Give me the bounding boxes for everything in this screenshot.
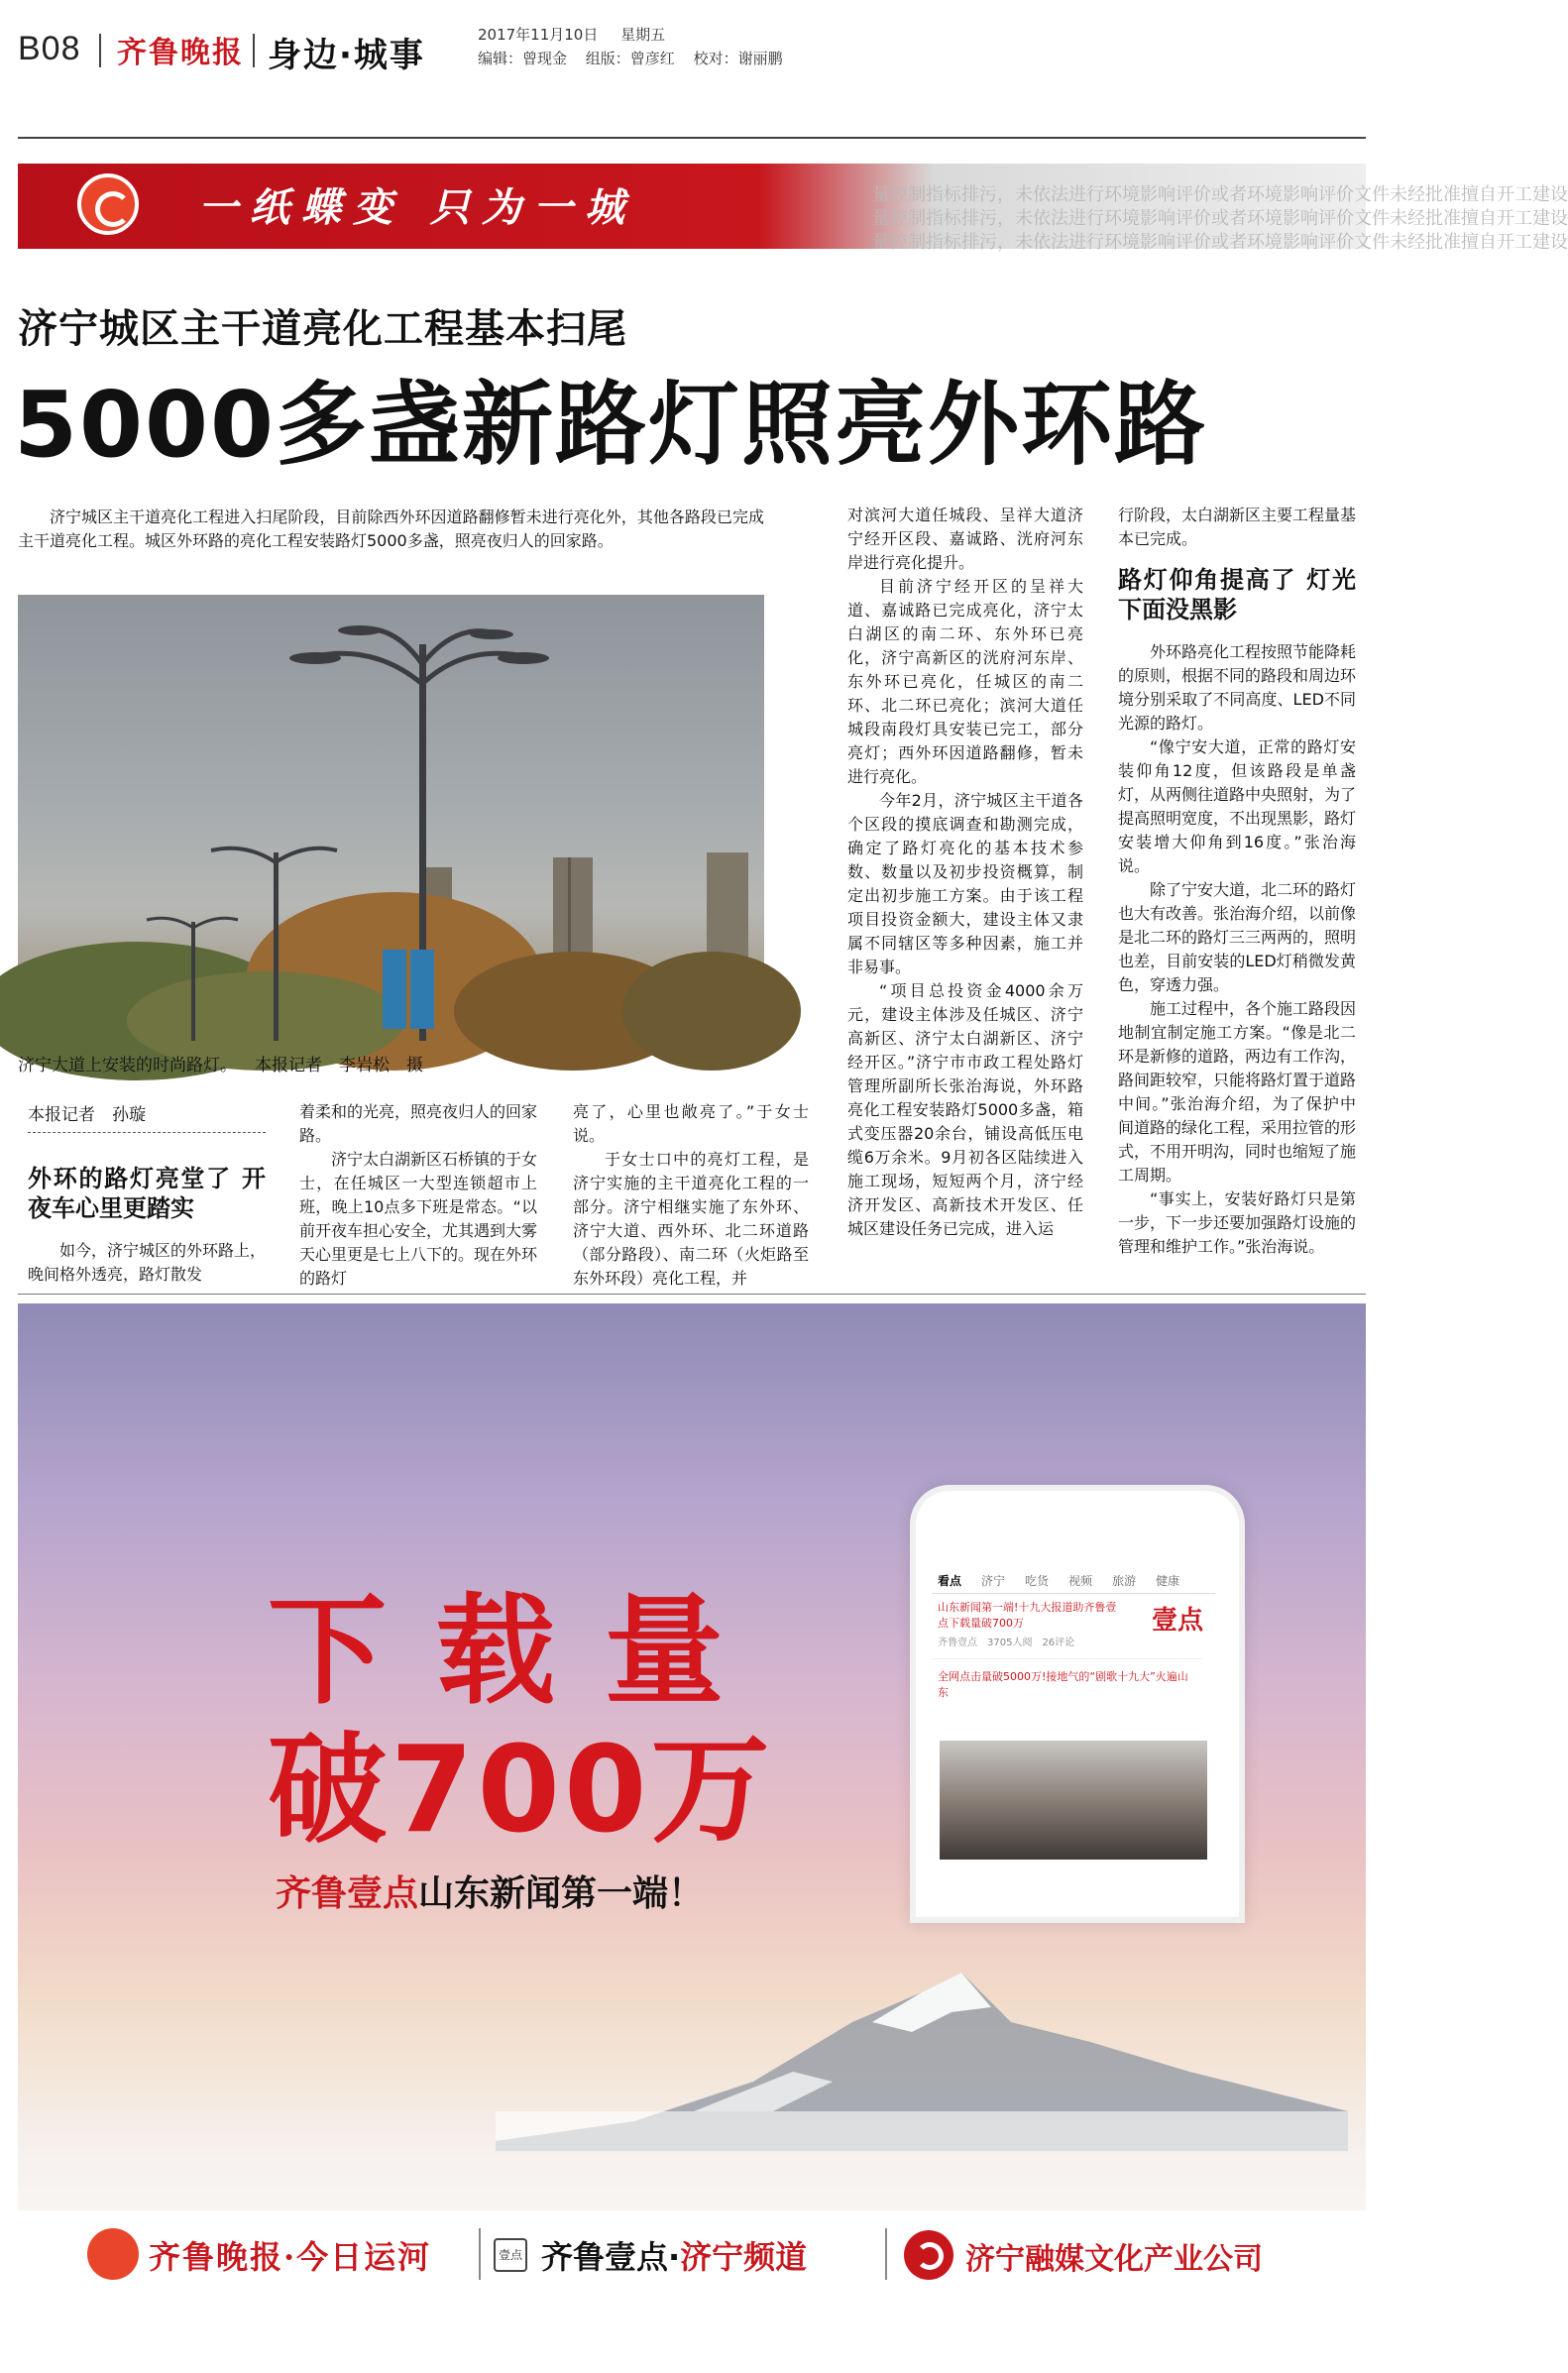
media-company-logo [904, 2230, 953, 2280]
footer-brand-2: 齐鲁壹点·济宁频道 [541, 2238, 808, 2276]
weekday: 星期五 [620, 26, 666, 44]
subhead: 外环的路灯亮堂了 开夜车心里更踏实 [28, 1165, 266, 1222]
banner-slogan: 一纸蝶变 只为一城 [198, 184, 636, 231]
banner-watermark: 量控制指标排污，未依法进行环境影响评价或者环境影响评价文件未经批准擅自开工建设 量控制指标排污，未依法进行环境影响评价或者环境影响评价文件未经批准擅自开工建设 量控制指标排污，未依法进行环境影响评价或者环境影响评价文件未经批准擅自开工建设 [872, 184, 1568, 253]
app-logo: 壹点 [1151, 1606, 1203, 1636]
header-rule [18, 137, 1366, 139]
ad-slogan: 齐鲁壹点山东新闻第一端！ [276, 1873, 705, 1914]
divider [99, 34, 101, 67]
photo-caption [18, 1051, 423, 1075]
app-brand: 齐鲁壹点 [276, 1873, 419, 1914]
photo-credit: 本报记者 李岩松 摄 [255, 1056, 423, 1075]
column-b: 着柔和的光亮，照亮夜归人的回家路。 济宁太白湖新区石桥镇的于女士，在任城区一大型连锁超市上班，晚上10点多下班是常态。“以前开夜车担心安全，尤其遇到大雾天心里更是七上八下的。现在外环的路灯 [299, 1102, 538, 1288]
date-line [478, 24, 683, 45]
brand-swirl-icon [87, 2228, 139, 2280]
divider [885, 2228, 887, 2280]
footer-brand-1: 齐鲁晚报·今日运河 [149, 2238, 432, 2276]
tab-health: 健康 [1156, 1574, 1180, 1588]
tab-chihuo: 吃货 [1025, 1574, 1050, 1588]
divider [479, 2228, 481, 2280]
column-a: 外环的路灯亮堂了 开夜车心里更踏实 如今，济宁城区的外环路上，晚间格外透亮，路灯散发 [28, 1165, 267, 1284]
tab-kandian: 看点 [938, 1574, 962, 1588]
editor: 编辑：曾现金 [478, 50, 568, 67]
editor-credits [478, 48, 797, 68]
news-item-meta: 齐鲁壹点 3705人阅 26评论 [938, 1638, 1075, 1648]
tab-jining: 济宁 [981, 1574, 1006, 1588]
lead-paragraph: 济宁城区主干道亮化工程进入扫尾阶段，目前除西外环因道路翻修暂未进行亮化外，其他各路段已完成主干道亮化工程。城区外环路的亮化工程安装路灯5000多盏，照亮夜归人的回家路。 [18, 508, 764, 550]
street-lamp-photo [18, 595, 764, 1041]
proofreader: 校对：谢丽鹏 [693, 50, 783, 67]
ad-headline-1: 下载量 [268, 1583, 773, 1721]
brand-swirl-icon [77, 173, 139, 235]
caption-text: 济宁大道上安装的时尚路灯。 [18, 1056, 237, 1075]
layout-editor: 组版：曾彦红 [585, 50, 675, 67]
news-item-title: 山东新闻第一端!十九大报道助齐鲁壹点下载量破700万 [938, 1601, 1117, 1630]
page-number: B08 [18, 30, 81, 67]
footer-brand-3: 济宁融媒文化产业公司 [965, 2242, 1263, 2277]
phone-screen [932, 1566, 1215, 1911]
divider [253, 34, 255, 67]
article-headline: 5000多盏新路灯照亮外环路 [14, 372, 1208, 478]
article-kicker: 济宁城区主干道亮化工程基本扫尾 [18, 306, 627, 352]
article-ad-divider [18, 1294, 1366, 1295]
date: 2017年11月10日 [478, 26, 599, 44]
column-e: 行阶段，太白湖新区主要工程量基本已完成。 路灯仰角提高了 灯光下面没黑影 外环路亮化工程按照节能降耗的原则，根据不同的路段和周边环境分别采取了不同高度、LED不同光源的路灯。 “像宁安大道，正常的路灯安装仰角12度，但该路段是单盏灯，从两侧往道路中央照射，为了提高照明宽度，不出现黑影，路灯安装增大仰角到16度。”张治海说。 除了宁安大道，北二环的路灯也大有改善。张治海介绍，以前像是北二环的路灯三三两两的，照明也差，目前安装的LED灯稍微发黄色，穿透力强。 施工过程中，各个施工路段因地制宜制定施工方案。“像是北二环是新修的道路，两边有工作沟，路间距较窄，只能将路灯置于道路中间。”张治海介绍，为了保护中间道路的绿化工程，采用拉管的形式，不用开明沟，同时也缩短了施工周期。 “事实上，安装好路灯只是第一步，下一步还要加强路灯设施的管理和维护工作。”张治海说。 [1118, 506, 1357, 1256]
yidian-badge: 壹点 [494, 2238, 527, 2272]
newspaper-logo: 齐鲁晚报 [117, 36, 244, 70]
news-item-title: 全网点击量破5000万!接地气的“剧歌十九大”火遍山东 [932, 1658, 1201, 1707]
tab-video: 视频 [1068, 1574, 1093, 1588]
section-title: 身边·城事 [268, 36, 425, 75]
news-photo [940, 1741, 1207, 1860]
tab-travel: 旅游 [1112, 1574, 1137, 1588]
byline-rule [28, 1132, 266, 1133]
app-tab-bar [932, 1566, 1215, 1594]
column-c: 亮了，心里也敞亮了。”于女士说。 于女士口中的亮灯工程，是济宁实施的主干道亮化工程的一部分。济宁相继实施了东外环、济宁大道、西外环、北二环道路（部分路段）、南二环（火炬路至东外环段）亮化工程，并 [573, 1102, 809, 1288]
byline: 本报记者 孙璇 [28, 1105, 146, 1125]
subhead: 路灯仰角提高了 灯光下面没黑影 [1118, 566, 1356, 623]
mountain-illustration [496, 1913, 1348, 2151]
ad-headline-2: 破700万 [268, 1722, 774, 1860]
column-d: 对滨河大道任城段、呈祥大道济宁经开区段、嘉诚路、洸府河东岸进行亮化提升。 目前济宁经开区的呈祥大道、嘉诚路已完成亮化，济宁太白湖区的南二环、东外环已亮化，济宁高新区的洸府河东岸、东外环已亮化，任城区的南二环、北二环已亮化；滨河大道任城段南段灯具安装已完工，部分亮灯；西外环因道路翻修，暂未进行亮化。 今年2月，济宁城区主干道各个区段的摸底调查和勘测完成，确定了路灯亮化的基本技术参数、数量以及初步投资概算，制定出初步施工方案。由于该工程项目投资金额大，建设主体又隶属不同辖区等多种因素，施工并非易事。 “项目总投资金4000余万元，建设主体涉及任城区、济宁高新区、济宁太白湖新区、济宁经开区。”济宁市市政工程处路灯管理所副所长张治海说，外环路亮化工程安装路灯5000多盏，箱式变压器20余台，铺设高低压电缆6万余米。9月初各区陆续进入施工现场，短短两个月，济宁经济开发区、高新技术开发区、任城区建设任务已完成，进入运 [847, 506, 1083, 1238]
